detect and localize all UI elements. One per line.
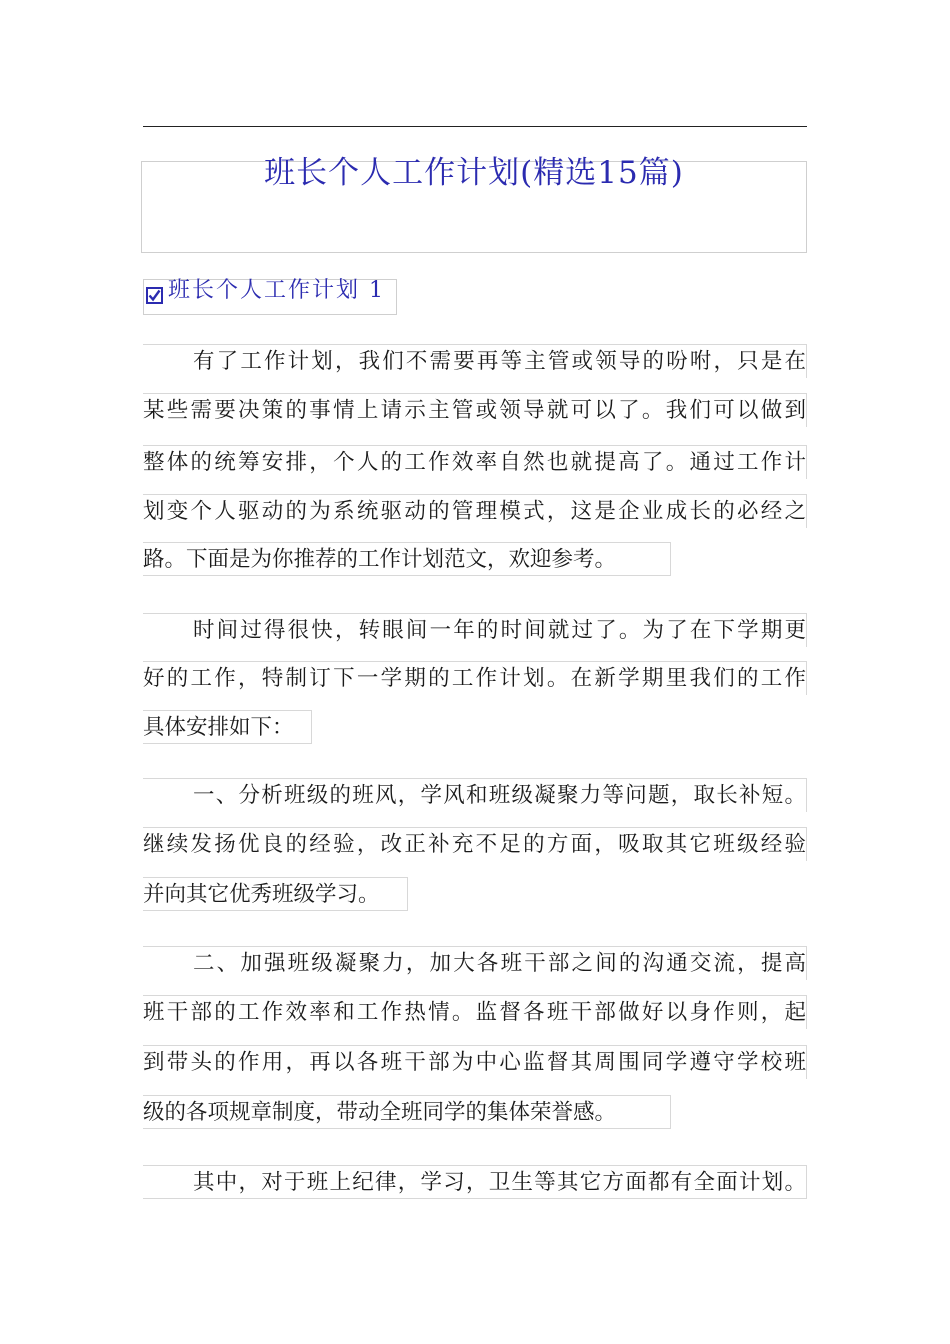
top-rule <box>143 126 807 127</box>
paragraph-line: 某些需要决策的事情上请示主管或领导就可以了。我们可以做到 <box>143 393 807 427</box>
paragraph-line: 整体的统筹安排，个人的工作效率自然也就提高了。通过工作计 <box>143 445 807 479</box>
paragraph-line: 继续发扬优良的经验，改正补充不足的方面，吸取其它班级经验 <box>143 827 807 861</box>
paragraph-line: 班干部的工作效率和工作热情。监督各班干部做好以身作则，起 <box>143 995 807 1029</box>
paragraph-line: 好的工作，特制订下一学期的工作计划。在新学期里我们的工作 <box>143 661 807 695</box>
paragraph-line: 有了工作计划，我们不需要再等主管或领导的吩咐，只是在 <box>143 344 807 378</box>
document-title: 班长个人工作计划(精选15篇) <box>264 155 684 191</box>
paragraph-line: 二、加强班级凝聚力，加大各班干部之间的沟通交流，提高 <box>143 946 807 980</box>
paragraph-line: 时间过得很快，转眼间一年的时间就过了。为了在下学期更 <box>143 613 807 647</box>
checkbox-checked-icon <box>146 287 163 304</box>
paragraph-line: 级的各项规章制度，带动全班同学的集体荣誉感。 <box>143 1095 671 1129</box>
paragraph-line: 到带头的作用，再以各班干部为中心监督其周围同学遵守学校班 <box>143 1045 807 1079</box>
paragraph-line: 其中，对于班上纪律，学习，卫生等其它方面都有全面计划。 <box>143 1165 807 1199</box>
paragraph-line: 一、分析班级的班风，学风和班级凝聚力等问题，取长补短。 <box>143 778 807 812</box>
paragraph-line: 并向其它优秀班级学习。 <box>143 877 408 911</box>
paragraph-line: 具体安排如下： <box>143 710 312 744</box>
paragraph-line: 路。下面是为你推荐的工作计划范文，欢迎参考。 <box>143 542 671 576</box>
paragraph-line: 划变个人驱动的为系统驱动的管理模式，这是企业成长的必经之 <box>143 494 807 528</box>
section-heading: 班长个人工作计划 1 <box>168 278 385 303</box>
